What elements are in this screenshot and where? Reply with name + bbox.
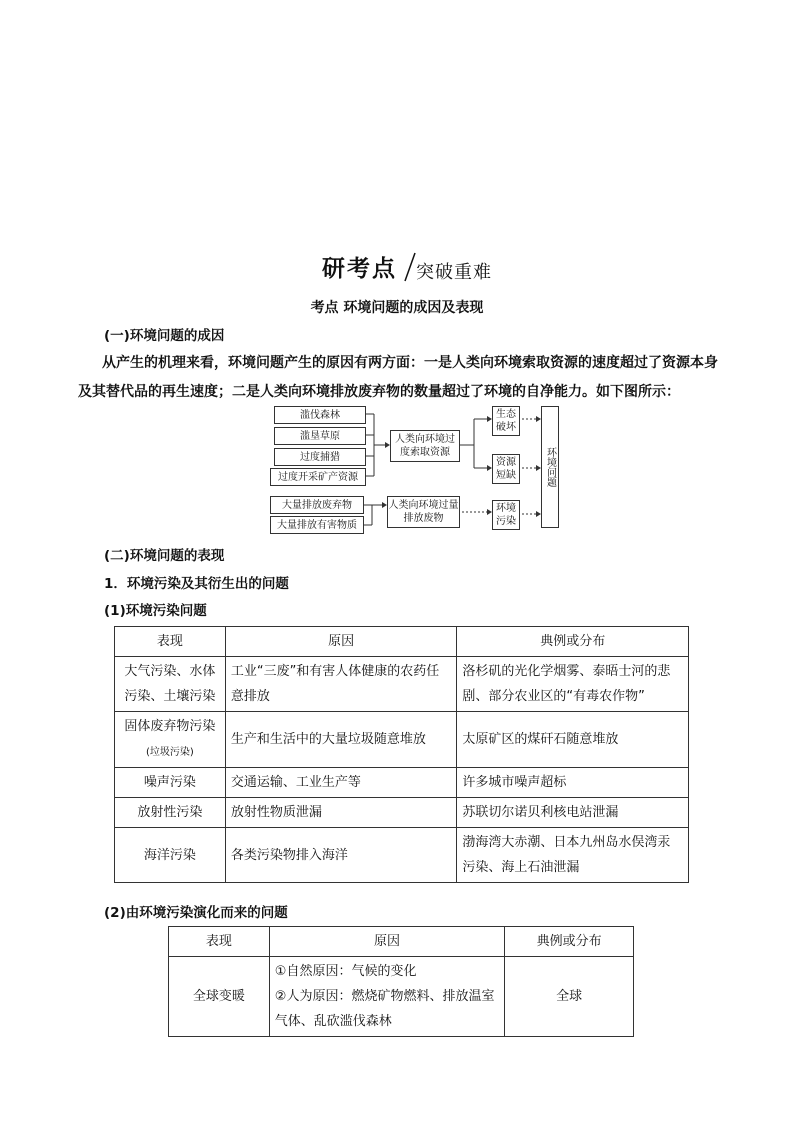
table-header-cell: 表现 xyxy=(115,627,226,657)
table-cell-type-note: (垃圾污染) xyxy=(146,747,194,758)
table-cell-cause: 工业“三废”和有害人体健康的农药任意排放 xyxy=(225,657,457,712)
table-row xyxy=(115,798,689,828)
cause-box-deforestation: 滥伐森林 xyxy=(274,406,366,424)
table-cell-cause xyxy=(269,957,504,1037)
section-banner xyxy=(322,250,512,284)
table-cell-example: 太原矿区的煤矸石随意堆放 xyxy=(457,712,689,768)
table-cell-type: 全球变暖 xyxy=(169,957,270,1037)
table-row xyxy=(115,828,689,883)
banner-sub-text: 突破重难 xyxy=(416,262,492,283)
cause-human: ②人为原因：燃烧矿物燃料、排放温室气体、乱砍滥伐森林 xyxy=(274,989,495,1029)
table-header-cell: 原因 xyxy=(225,627,457,657)
table-row xyxy=(115,657,689,712)
section2-heading: (二)环境问题的表现 xyxy=(104,548,225,564)
table-row xyxy=(115,712,689,768)
table-header-row xyxy=(169,927,634,957)
table-cell-example: 洛杉矶的光化学烟雾、泰晤士河的悲剧、部分农业区的“有毒农作物” xyxy=(457,657,689,712)
table-cell-cause: 交通运输、工业生产等 xyxy=(225,768,457,798)
table-cell-type-text: 固体废弃物污染 xyxy=(124,719,216,734)
cause-box-hunting: 过度捕猎 xyxy=(274,448,366,466)
table-cell-cause: 放射性物质泄漏 xyxy=(225,798,457,828)
table-cell-type: 放射性污染 xyxy=(115,798,226,828)
table-row xyxy=(115,768,689,798)
page-title: 考点 环境问题的成因及表现 xyxy=(310,300,484,316)
table-header-row xyxy=(115,627,689,657)
table-header-cell: 典例或分布 xyxy=(505,927,634,957)
section1-heading: (一)环境问题的成因 xyxy=(104,328,225,344)
result-box-pollution: 环境污染 xyxy=(492,500,520,530)
banner-slash-icon xyxy=(404,252,416,282)
table-cell-cause: 生产和生活中的大量垃圾随意堆放 xyxy=(225,712,457,768)
mid-box-resources: 人类向环境过度索取资源 xyxy=(390,430,460,462)
cause-box-grassland: 滥垦草原 xyxy=(274,427,366,445)
banner-main-text: 研考点 xyxy=(322,256,397,282)
pollution-table xyxy=(114,626,689,883)
table-cell-example: 渤海湾大赤潮、日本九州岛水俣湾汞污染、海上石油泄漏 xyxy=(457,828,689,883)
section2-sub1b: (2)由环境污染演化而来的问题 xyxy=(104,905,288,921)
table-cell-type: 大气污染、水体污染、土壤污染 xyxy=(115,657,226,712)
cause-natural: ①自然原因：气候的变化 xyxy=(274,964,417,979)
table-header-cell: 原因 xyxy=(269,927,504,957)
section2-sub1a: (1)环境污染问题 xyxy=(104,603,207,619)
cause-box-harmful: 大量排放有害物质 xyxy=(270,516,364,534)
evolved-problem-table xyxy=(168,926,634,1037)
table-cell-example: 苏联切尔诺贝利核电站泄漏 xyxy=(457,798,689,828)
final-box-problem: 环境问题 xyxy=(541,406,559,528)
section2-sub1: 1．环境污染及其衍生出的问题 xyxy=(104,576,289,592)
table-cell-type: 噪声污染 xyxy=(115,768,226,798)
table-header-cell: 典例或分布 xyxy=(457,627,689,657)
table-cell-type xyxy=(115,712,226,768)
table-cell-cause: 各类污染物排入海洋 xyxy=(225,828,457,883)
result-box-ecology: 生态破坏 xyxy=(492,406,520,436)
cause-box-mining: 过度开采矿产资源 xyxy=(270,468,366,486)
table-cell-example: 许多城市噪声超标 xyxy=(457,768,689,798)
result-box-resources: 资源短缺 xyxy=(492,454,520,484)
mid-box-emission: 人类向环境过量排放废物 xyxy=(387,496,460,528)
table-row xyxy=(169,957,634,1037)
table-cell-type: 海洋污染 xyxy=(115,828,226,883)
section1-paragraph: 从产生的机理来看，环境问题产生的原因有两方面：一是人类向环境索取资源的速度超过了资源本身及其替代品的再生速度；二是人类向环境排放废弃物的数量超过了环境的自净能力。如下图所示： xyxy=(78,355,718,400)
cause-diagram xyxy=(268,404,568,536)
table-header-cell: 表现 xyxy=(169,927,270,957)
cause-box-waste: 大量排放废弃物 xyxy=(270,496,364,514)
table-cell-example: 全球 xyxy=(505,957,634,1037)
